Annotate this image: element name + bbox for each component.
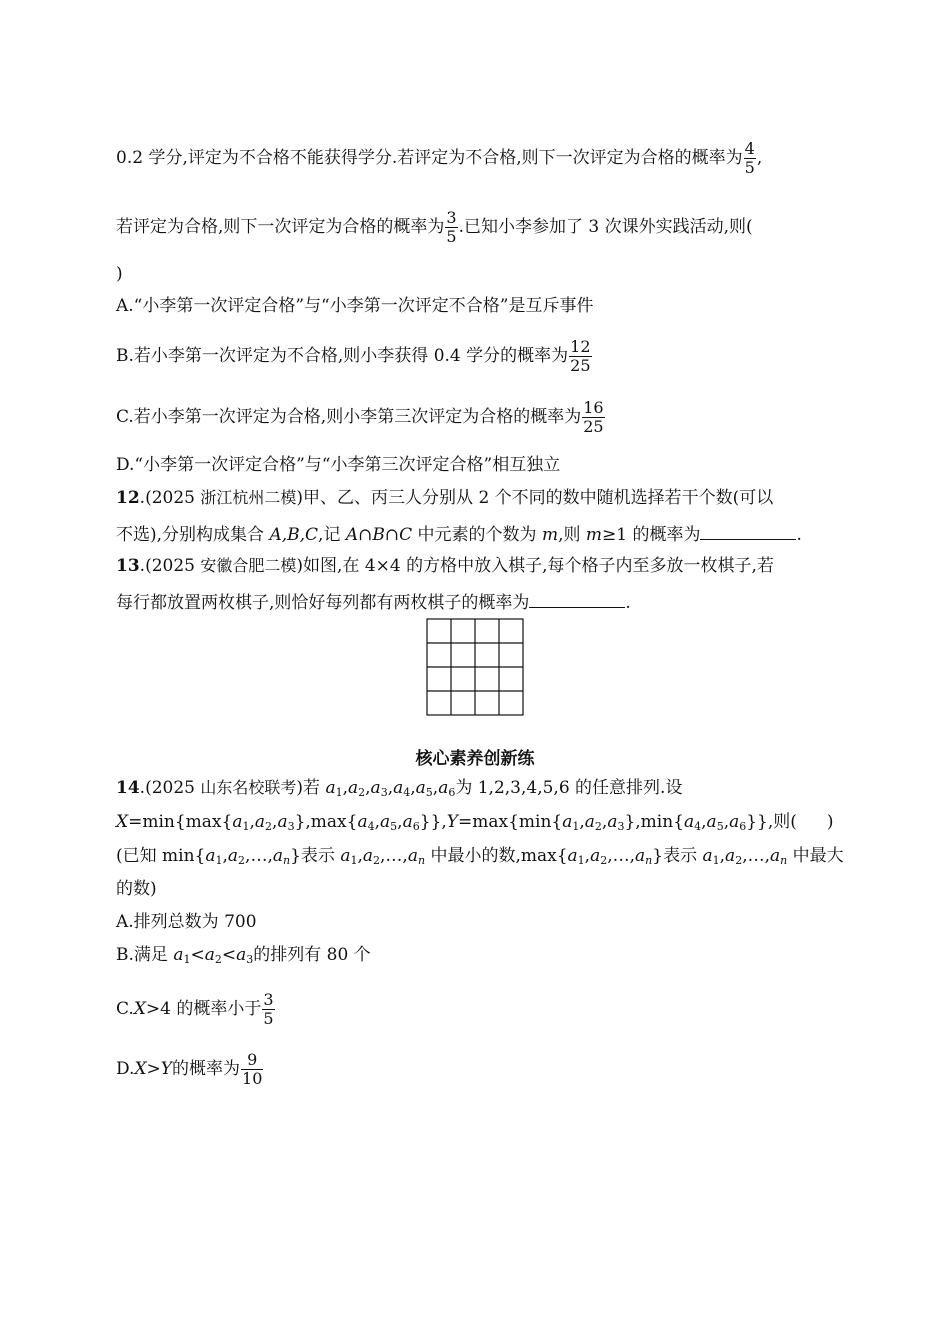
question-number-13: 13 [116,556,140,576]
q11-option-c: C.若小李第一次评定为合格,则小李第三次评定为合格的概率为 $\frac{16}{25}$ [116,398,604,436]
q12-line2: 不选),分别构成集合 A,B,C,记 A∩B∩C 中元素的个数为 m,则 m≥1 的概率为 . [116,525,802,545]
q11-option-a: A.“小李第一次评定合格”与“小李第一次评定不合格”是互斥事件 [116,296,594,316]
fraction-9-10: $\frac{9}{10}$ [242,1050,263,1088]
q11-option-b: B.若小李第一次评定为不合格,则小李获得 0.4 学分的概率为 $\frac{12}{25}$ [116,337,591,375]
q13-line2: 每行都放置两枚棋子,则恰好每列都有两枚棋子的概率为 . [116,593,631,613]
q14-option-a: A.排列总数为 700 [116,912,257,932]
question-source: 山东名校联考 [200,778,297,797]
question-source: 安徽合肥二模 [200,556,297,575]
q14-line1: 14.(2025 山东名校联考)若 $a_1,a_2,a_3,a_4,a_5,a_6$为 1,2,3,4,5,6 的任意排列.设 [116,778,683,799]
fraction-16-25: $\frac{16}{25}$ [583,398,604,436]
q14-line2: $X=\min\{\max\{a_1,a_2,a_3\},\max\{a_4,a_5,a_6\}\},Y=\max\{\min\{a_1,a_2,a_3\},\min\{a_4,a_5,a_6\}\}$,则( ) [116,812,834,833]
fraction-3-5: $\frac{3}{5}$ [263,990,274,1028]
q11-line3: ) [116,264,123,284]
four-by-four-grid-figure [426,618,524,716]
q14-line3: (已知 $\min\{a_1,a_2,\dots,a_n\}$表示 $a_1,a_2,\dots,a_n$ 中最小的数$,\max\{a_1,a_2,\dots,a_n\}$表示 $a_1,a_2,\dots,a_n$ 中最大 [116,846,844,867]
q11-option-d: D.“小李第一次评定合格”与“小李第三次评定合格”相互独立 [116,455,561,475]
q12-line1: 12.(2025 浙江杭州二模)甲、乙、丙三人分别从 2 个不同的数中随机选择若干个数(可以 [116,488,774,508]
q14-option-d: D.X>Y的概率为 $\frac{9}{10}$ [116,1050,263,1088]
answer-blank-13[interactable] [529,591,625,608]
question-number-14: 14 [116,778,140,798]
fraction-12-25: $\frac{12}{25}$ [570,337,591,375]
q14-option-b: B.满足 $a_1<a_2<a_3$的排列有 80 个 [116,945,371,966]
q14-option-c: C.X>4 的概率小于 $\frac{3}{5}$ [116,990,274,1028]
q11-line2: 若评定为合格,则下一次评定为合格的概率为 $\frac{3}{5}$ .已知小李参加了 3 次课外实践活动,则( [116,208,753,246]
question-number-12: 12 [116,488,140,508]
question-source: 浙江杭州二模 [200,488,297,507]
q11-line1: 0.2 学分,评定为不合格不能获得学分.若评定为不合格,则下一次评定为合格的概率为 $\frac{4}{5}$ , [116,139,763,177]
fraction-3-5: $\frac{3}{5}$ [446,208,457,246]
q13-line1: 13.(2025 安徽合肥二模)如图,在 4×4 的方格中放入棋子,每个格子内至多放一枚棋子,若 [116,556,774,576]
answer-blank-12[interactable] [700,523,796,540]
q14-line4: 的数) [116,879,157,899]
section-title: 核心素养创新练 [415,749,535,769]
fraction-4-5: $\frac{4}{5}$ [744,139,755,177]
